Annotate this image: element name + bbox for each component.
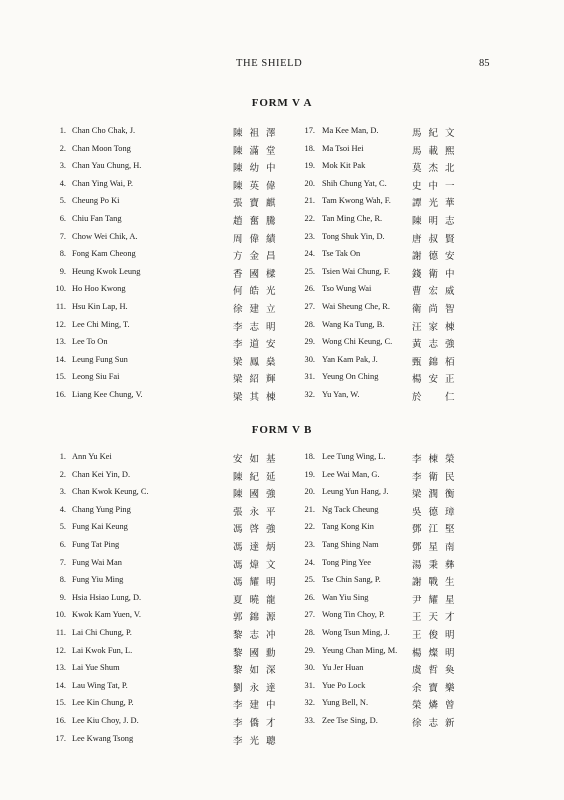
chinese-name: 李衛民 <box>412 471 462 483</box>
student-name: Tang Shing Nam <box>322 540 379 549</box>
student-name: Lai Kwok Fun, L. <box>72 645 133 655</box>
student-name: Tan Ming Che, R. <box>322 214 383 223</box>
roster-entry <box>0 698 564 715</box>
chinese-name: 史中一 <box>412 180 462 192</box>
student-name: Ma Kee Man, D. <box>322 126 379 135</box>
entry-number: 33. <box>304 716 315 725</box>
chinese-name: 馮啓強 <box>233 524 283 536</box>
student-name: Lai Chi Chung, P. <box>72 628 132 637</box>
student-name: Heung Kwok Leung <box>72 266 141 276</box>
entry-number: 30. <box>304 354 315 364</box>
student-name: Wai Sheung Che, R. <box>322 302 390 311</box>
entry-number: 3. <box>59 487 66 497</box>
chinese-name: 余寶樂 <box>412 682 462 694</box>
student-name: Ho Hoo Kwong <box>72 284 126 294</box>
chinese-name: 王天才 <box>412 612 462 624</box>
roster-entry <box>0 302 564 319</box>
chinese-name: 徐建立 <box>233 304 283 315</box>
roster-entry <box>0 126 564 143</box>
entry-number: 3. <box>59 161 66 171</box>
chinese-name: 方金昌 <box>233 251 283 263</box>
entry-number: 21. <box>304 504 315 514</box>
chinese-name: 鄧星南 <box>412 542 462 553</box>
student-name: Fung Wai Man <box>72 557 122 567</box>
entry-number: 23. <box>304 231 315 241</box>
entry-number: 22. <box>304 522 315 532</box>
chinese-name: 虞哲奐 <box>412 665 462 677</box>
roster-entry <box>0 144 564 161</box>
chinese-name: 鄧江堅 <box>412 524 462 536</box>
roster-entry <box>0 610 564 627</box>
entry-number: 19. <box>304 161 315 171</box>
roster-entry <box>0 372 564 389</box>
entry-number: 21. <box>304 196 315 206</box>
chinese-name: 汪家棟 <box>412 321 462 333</box>
chinese-name: 黎國勳 <box>233 647 283 659</box>
roster-entry <box>0 681 564 698</box>
student-name: Kwok Kam Yuen, V. <box>72 610 141 620</box>
chinese-name: 謝戰生 <box>412 577 462 589</box>
student-name: Tso Wung Wai <box>322 284 372 294</box>
chinese-name: 張寶麒 <box>233 198 283 210</box>
roster-entry <box>0 320 564 337</box>
roster-entry <box>0 355 564 372</box>
student-name: Lee Kin Chung, P. <box>72 698 134 708</box>
chinese-name: 李建中 <box>233 700 283 712</box>
roster-entry <box>0 716 564 733</box>
chinese-name: 陳紀延 <box>233 471 283 483</box>
page-number: 85 <box>479 58 490 69</box>
student-name: Yeung Chan Ming, M. <box>322 645 398 655</box>
chinese-name: 何皓光 <box>233 286 283 298</box>
roster-entry <box>0 487 564 504</box>
chinese-name: 曹宏威 <box>412 286 462 298</box>
student-name: Chow Wei Chik, A. <box>72 231 138 241</box>
student-name: Lee Kiu Choy, J. D. <box>72 716 139 725</box>
student-name: Chan Yau Chung, H. <box>72 161 142 171</box>
student-name: Yu Yan, W. <box>322 390 360 399</box>
roster-entry <box>0 452 564 469</box>
roster-entry <box>0 628 564 645</box>
student-name: Fung Tat Ping <box>72 540 120 549</box>
entry-number: 27. <box>304 302 315 311</box>
student-name: Fong Kam Cheong <box>72 249 136 259</box>
student-name: Ann Yu Kei <box>72 452 112 461</box>
chinese-name: 馮耀明 <box>233 577 283 589</box>
chinese-name: 吳德璋 <box>412 506 462 518</box>
entry-number: 8. <box>59 249 66 259</box>
chinese-name: 香國樑 <box>233 268 283 280</box>
chinese-name: 黎如深 <box>233 665 283 677</box>
form-va-title: FORM V A <box>251 97 313 109</box>
entry-number: 7. <box>59 557 66 567</box>
chinese-name: 張永平 <box>233 506 283 518</box>
roster-entry <box>0 161 564 178</box>
chinese-name: 黎志冲 <box>233 630 283 641</box>
roster-entry <box>0 575 564 592</box>
chinese-name: 郭錦源 <box>233 612 283 624</box>
roster-entry <box>0 734 564 751</box>
chinese-name: 周偉績 <box>233 233 283 245</box>
entry-number: 25. <box>304 266 315 276</box>
student-name: Lee Kwang Tsong <box>72 733 134 743</box>
running-title: THE SHIELD <box>236 58 303 69</box>
entry-number: 2. <box>59 143 66 153</box>
roster-entry <box>0 267 564 284</box>
chinese-name: 謝德安 <box>412 251 462 263</box>
student-name: Chan Kwok Keung, C. <box>72 487 149 497</box>
chinese-name: 甄錦栢 <box>412 356 462 368</box>
entry-number: 24. <box>304 249 315 259</box>
entry-number: 22. <box>304 214 315 223</box>
entry-number: 4. <box>59 178 66 188</box>
chinese-name: 陳英偉 <box>233 180 283 192</box>
roster-entry <box>0 646 564 663</box>
chinese-name: 李志明 <box>233 321 283 333</box>
chinese-name: 榮燐曾 <box>412 700 462 712</box>
chinese-name: 譚光華 <box>412 198 462 210</box>
chinese-name: 劉永達 <box>233 682 283 694</box>
student-name: Tsien Wai Chung, F. <box>322 266 390 276</box>
chinese-name: 梁紹輝 <box>233 374 283 386</box>
entry-number: 26. <box>304 592 315 602</box>
roster-entry <box>0 179 564 196</box>
roster-entry <box>0 663 564 680</box>
entry-number: 1. <box>59 126 66 135</box>
entry-number: 17. <box>55 733 66 743</box>
entry-number: 14. <box>55 680 66 690</box>
student-name: Yu Jer Huan <box>322 663 364 673</box>
roster-entry <box>0 284 564 301</box>
chinese-name: 錢衛中 <box>412 268 462 280</box>
entry-number: 13. <box>55 663 66 673</box>
chinese-name: 陳祖澤 <box>233 128 283 139</box>
chinese-name: 趙奮騰 <box>233 216 283 227</box>
chinese-name: 王俊明 <box>412 630 462 641</box>
chinese-name: 徐志新 <box>412 718 462 729</box>
chinese-name: 陳明志 <box>412 216 462 227</box>
entry-number: 26. <box>304 284 315 294</box>
chinese-name: 於 仁 <box>412 392 462 403</box>
entry-number: 16. <box>55 716 66 725</box>
roster-entry <box>0 470 564 487</box>
student-name: Zee Tse Sing, D. <box>322 716 378 725</box>
student-name: Chan Moon Tong <box>72 143 131 153</box>
student-name: Leung Fung Sun <box>72 354 128 364</box>
student-name: Cheung Po Ki <box>72 196 120 206</box>
student-name: Lee Wai Man, G. <box>322 469 380 479</box>
chinese-name: 湯秉彝 <box>412 559 462 571</box>
roster-entry <box>0 505 564 522</box>
chinese-name: 夏曉龍 <box>233 594 283 606</box>
entry-number: 30. <box>304 663 315 673</box>
chinese-name: 安如基 <box>233 454 283 465</box>
roster-entry <box>0 196 564 213</box>
entry-number: 6. <box>59 214 66 223</box>
student-name: Yung Bell, N. <box>322 698 369 708</box>
chinese-name: 梁鳳燊 <box>233 356 283 368</box>
entry-number: 27. <box>304 610 315 620</box>
roster-entry <box>0 593 564 610</box>
student-name: Tang Kong Kin <box>322 522 374 532</box>
chinese-name: 尹耀星 <box>412 594 462 606</box>
entry-number: 2. <box>59 469 66 479</box>
student-name: Mok Kit Pak <box>322 161 366 171</box>
entry-number: 14. <box>55 354 66 364</box>
student-name: Hsia Hsiao Lung, D. <box>72 592 142 602</box>
entry-number: 24. <box>304 557 315 567</box>
chinese-name: 李棟榮 <box>412 454 462 465</box>
roster-entry <box>0 522 564 539</box>
student-name: Wan Yiu Sing <box>322 592 369 602</box>
entry-number: 17. <box>304 126 315 135</box>
student-name: Liang Kee Chung, V. <box>72 390 143 399</box>
chinese-name: 梁潤衡 <box>412 489 462 501</box>
student-name: Lee Chi Ming, T. <box>72 319 130 329</box>
entry-number: 29. <box>304 337 315 347</box>
form-vb-title: FORM V B <box>251 424 313 436</box>
entry-number: 4. <box>59 504 66 514</box>
student-name: Chan Ying Wai, P. <box>72 178 133 188</box>
student-name: Ng Tack Cheung <box>322 504 379 514</box>
student-name: Shih Chung Yat, C. <box>322 178 387 188</box>
entry-number: 1. <box>59 452 66 461</box>
chinese-name: 馬紀文 <box>412 128 462 139</box>
student-name: Tse Chin Sang, P. <box>322 575 381 585</box>
chinese-name: 李道安 <box>233 339 283 351</box>
entry-number: 23. <box>304 540 315 549</box>
entry-number: 20. <box>304 487 315 497</box>
entry-number: 8. <box>59 575 66 585</box>
student-name: Tam Kwong Wah, F. <box>322 196 391 206</box>
student-name: Lai Yue Shum <box>72 663 120 673</box>
entry-number: 12. <box>55 645 66 655</box>
student-name: Yan Kam Pak, J. <box>322 354 378 364</box>
entry-number: 6. <box>59 540 66 549</box>
student-name: Wong Tin Choy, P. <box>322 610 385 620</box>
roster-entry <box>0 214 564 231</box>
chinese-name: 陳滿堂 <box>233 145 283 157</box>
roster-entry <box>0 337 564 354</box>
student-name: Fung Kai Keung <box>72 522 128 532</box>
entry-number: 16. <box>55 390 66 399</box>
student-name: Yue Po Lock <box>322 680 366 690</box>
student-name: Chiu Fan Tang <box>72 214 122 223</box>
chinese-name: 梁其棟 <box>233 392 283 403</box>
roster-entry <box>0 558 564 575</box>
entry-number: 11. <box>55 302 66 311</box>
student-name: Leung Yun Hang, J. <box>322 487 389 497</box>
student-name: Hsu Kin Lap, H. <box>72 302 128 311</box>
student-name: Lee Tung Wing, L. <box>322 452 386 461</box>
student-name: Tong Ping Yee <box>322 557 371 567</box>
student-name: Leong Siu Fai <box>72 372 120 382</box>
entry-number: 10. <box>55 610 66 620</box>
chinese-name: 楊安正 <box>412 374 462 386</box>
entry-number: 7. <box>59 231 66 241</box>
entry-number: 25. <box>304 575 315 585</box>
student-name: Chan Cho Chak, J. <box>72 126 136 135</box>
student-name: Lee To On <box>72 337 108 347</box>
roster-entry <box>0 540 564 557</box>
student-name: Lau Wing Tat, P. <box>72 680 128 690</box>
entry-number: 32. <box>304 390 315 399</box>
chinese-name: 陳國強 <box>233 489 283 501</box>
chinese-name: 楊燦明 <box>412 647 462 659</box>
entry-number: 10. <box>55 284 66 294</box>
entry-number: 31. <box>304 372 315 382</box>
chinese-name: 陳幼中 <box>233 163 283 175</box>
student-name: Fung Yiu Ming <box>72 575 124 585</box>
student-name: Wong Tsun Ming, J. <box>322 628 390 637</box>
student-name: Wang Ka Tung, B. <box>322 319 385 329</box>
student-name: Wong Chi Keung, C. <box>322 337 393 347</box>
student-name: Yeung On Ching <box>322 372 379 382</box>
entry-number: 18. <box>304 143 315 153</box>
page-header <box>0 58 564 72</box>
chinese-name: 李僑才 <box>233 718 283 729</box>
entry-number: 18. <box>304 452 315 461</box>
chinese-name: 唐叔賢 <box>412 233 462 245</box>
entry-number: 5. <box>59 196 66 206</box>
chinese-name: 黃志強 <box>412 339 462 351</box>
roster-entry <box>0 232 564 249</box>
entry-number: 31. <box>304 680 315 690</box>
student-name: Ma Tsoi Hei <box>322 143 364 153</box>
entry-number: 19. <box>304 469 315 479</box>
chinese-name: 衛尚智 <box>412 304 462 315</box>
roster-entry <box>0 249 564 266</box>
entry-number: 32. <box>304 698 315 708</box>
entry-number: 15. <box>55 698 66 708</box>
entry-number: 9. <box>59 592 66 602</box>
entry-number: 15. <box>55 372 66 382</box>
entry-number: 28. <box>304 319 315 329</box>
student-name: Chan Kei Yin, D. <box>72 469 131 479</box>
entry-number: 5. <box>59 522 66 532</box>
entry-number: 9. <box>59 266 66 276</box>
chinese-name: 李光聰 <box>233 735 283 747</box>
entry-number: 12. <box>55 319 66 329</box>
chinese-name: 馮煒文 <box>233 559 283 571</box>
entry-number: 29. <box>304 645 315 655</box>
chinese-name: 馮達炳 <box>233 542 283 553</box>
student-name: Chang Yung Ping <box>72 504 131 514</box>
entry-number: 20. <box>304 178 315 188</box>
student-name: Tse Tak On <box>322 249 361 259</box>
entry-number: 28. <box>304 628 315 637</box>
chinese-name: 馬載熙 <box>412 145 462 157</box>
entry-number: 11. <box>55 628 66 637</box>
roster-entry <box>0 390 564 407</box>
chinese-name: 莫杰北 <box>412 163 462 175</box>
student-name: Tong Shuk Yin, D. <box>322 231 385 241</box>
entry-number: 13. <box>55 337 66 347</box>
